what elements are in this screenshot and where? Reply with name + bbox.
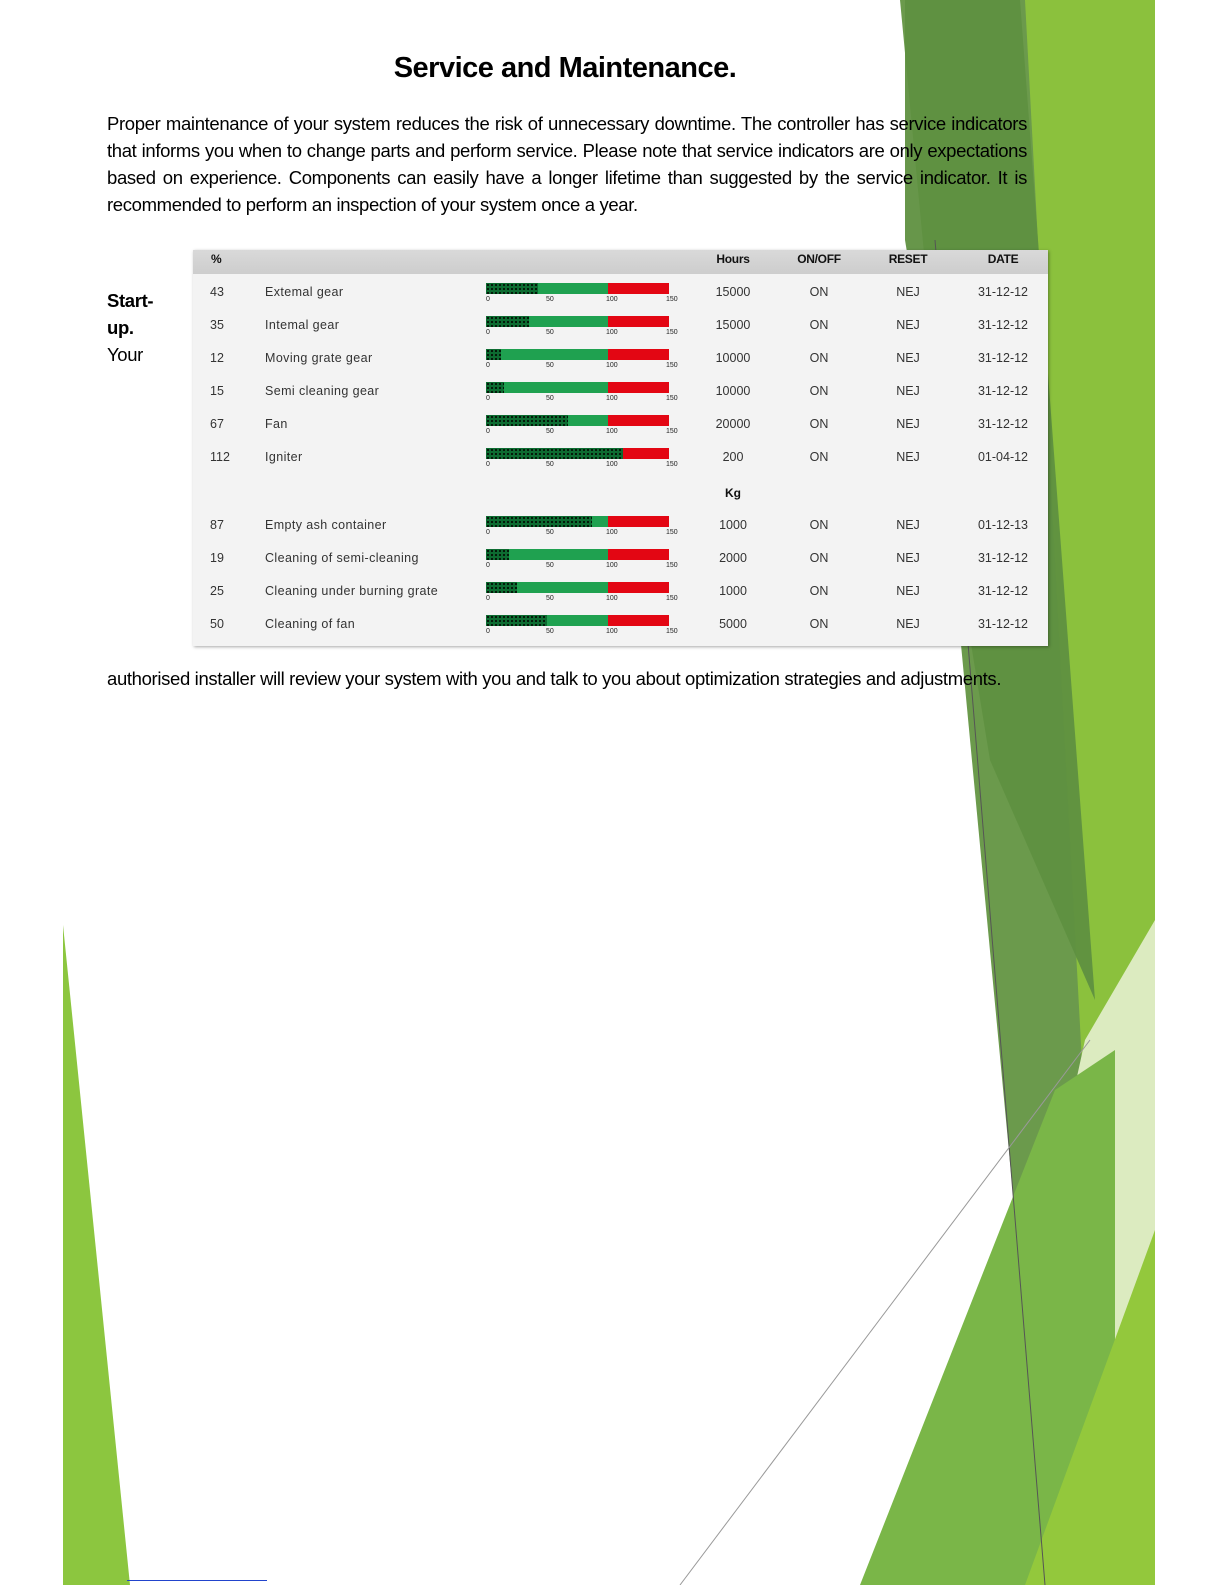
- service-progress-bar: [486, 448, 669, 459]
- bar-scale: [486, 362, 676, 372]
- scale-tick-label: 50: [546, 362, 554, 369]
- row-onoff: ON: [809, 351, 829, 365]
- row-reset: NEJ: [896, 384, 920, 398]
- scale-tick-label: 50: [546, 329, 554, 336]
- scale-tick-label: 150: [666, 529, 678, 536]
- footer-link-underline: [127, 1580, 267, 1581]
- row-onoff: ON: [809, 450, 829, 464]
- scale-tick-label: 0: [486, 395, 490, 402]
- indicator-row: [193, 376, 1048, 409]
- row-component-name: Intemal gear: [265, 318, 340, 332]
- scale-tick-label: 150: [666, 329, 678, 336]
- row-percent: 15: [210, 384, 224, 398]
- scale-tick-label: 0: [486, 296, 490, 303]
- service-progress-fill: [486, 382, 504, 393]
- bar-scale: [486, 628, 676, 638]
- scale-tick-label: 100: [606, 362, 618, 369]
- row-reset: NEJ: [896, 318, 920, 332]
- row-date: 01-04-12: [977, 450, 1029, 464]
- row-percent: 19: [210, 551, 224, 565]
- row-date: 31-12-12: [977, 417, 1029, 431]
- side-text-line-1: Start-: [107, 290, 154, 311]
- row-component-name: Cleaning of semi-cleaning: [265, 551, 419, 565]
- indicator-row: [193, 409, 1048, 442]
- bar-scale: [486, 595, 676, 605]
- row-hours: 200: [722, 450, 744, 464]
- service-progress-bar: [486, 382, 669, 393]
- indicator-row: [193, 510, 1048, 543]
- scale-tick-label: 100: [606, 329, 618, 336]
- row-percent: 12: [210, 351, 224, 365]
- header-date: DATE: [987, 252, 1019, 266]
- service-progress-fill: [486, 448, 623, 459]
- indicator-row: [193, 576, 1048, 609]
- row-hours: 10000: [715, 384, 751, 398]
- bar-scale: [486, 461, 676, 471]
- service-indicator-panel: [193, 250, 1048, 646]
- row-date: 31-12-12: [977, 617, 1029, 631]
- service-progress-fill: [486, 582, 517, 593]
- panel-header: [193, 250, 1048, 274]
- row-percent: 87: [210, 518, 224, 532]
- scale-tick-label: 0: [486, 595, 490, 602]
- scale-tick-label: 50: [546, 562, 554, 569]
- scale-tick-label: 50: [546, 296, 554, 303]
- scale-tick-label: 100: [606, 529, 618, 536]
- row-reset: NEJ: [896, 417, 920, 431]
- service-progress-fill: [486, 615, 547, 626]
- scale-tick-label: 100: [606, 628, 618, 635]
- header-hours: Hours: [716, 252, 750, 266]
- service-progress-fill: [486, 516, 592, 527]
- header-pct: %: [211, 252, 222, 266]
- row-reset: NEJ: [896, 518, 920, 532]
- row-hours: 5000: [719, 617, 747, 631]
- row-percent: 25: [210, 584, 224, 598]
- row-hours: 15000: [715, 318, 751, 332]
- row-component-name: Extemal gear: [265, 285, 344, 299]
- bar-scale: [486, 329, 676, 339]
- scale-tick-label: 50: [546, 529, 554, 536]
- kg-label: Kg: [725, 486, 741, 500]
- outro-paragraph: authorised installer will review your system with you and talk to you about optimization strategies and adjustments.: [107, 668, 1002, 689]
- scale-tick-label: 150: [666, 461, 678, 468]
- row-onoff: ON: [809, 285, 829, 299]
- scale-tick-label: 150: [666, 296, 678, 303]
- row-onoff: ON: [809, 318, 829, 332]
- row-component-name: Cleaning under burning grate: [265, 584, 439, 598]
- side-text-line-3: Your: [107, 344, 143, 365]
- row-component-name: Cleaning of fan: [265, 617, 356, 631]
- row-hours: 1000: [719, 584, 747, 598]
- scale-tick-label: 150: [666, 562, 678, 569]
- scale-tick-label: 100: [606, 296, 618, 303]
- scale-tick-label: 50: [546, 595, 554, 602]
- side-text: [107, 287, 177, 368]
- bar-scale: [486, 562, 676, 572]
- scale-tick-label: 0: [486, 529, 490, 536]
- row-hours: 15000: [715, 285, 751, 299]
- row-hours: 10000: [715, 351, 751, 365]
- bar-scale: [486, 296, 676, 306]
- scale-tick-label: 0: [486, 562, 490, 569]
- row-date: 31-12-12: [977, 584, 1029, 598]
- scale-tick-label: 0: [486, 461, 490, 468]
- row-date: 01-12-13: [977, 518, 1029, 532]
- service-progress-bar: [486, 549, 669, 560]
- scale-tick-label: 50: [546, 395, 554, 402]
- row-onoff: ON: [809, 417, 829, 431]
- bar-scale: [486, 395, 676, 405]
- row-component-name: Semi cleaning gear: [265, 384, 380, 398]
- row-onoff: ON: [809, 518, 829, 532]
- service-progress-bar: [486, 283, 669, 294]
- scale-tick-label: 150: [666, 628, 678, 635]
- service-progress-bar: [486, 415, 669, 426]
- scale-tick-label: 50: [546, 428, 554, 435]
- row-percent: 67: [210, 417, 224, 431]
- scale-tick-label: 100: [606, 595, 618, 602]
- intro-paragraph: Proper maintenance of your system reduces the risk of unnecessary downtime. The controller has service indicators that informs you when to change parts and perform service. Please note that service indicators are only expectations based on experience. Components can easily have a longer lifetime than suggested by the service indicator. It is recommended to perform an inspection of your system once a year.: [107, 113, 1027, 215]
- row-reset: NEJ: [896, 285, 920, 299]
- row-component-name: Empty ash container: [265, 518, 387, 532]
- scale-tick-label: 0: [486, 362, 490, 369]
- bar-scale: [486, 529, 676, 539]
- service-progress-fill: [486, 283, 538, 294]
- scale-tick-label: 150: [666, 395, 678, 402]
- scale-tick-label: 150: [666, 428, 678, 435]
- row-reset: NEJ: [896, 351, 920, 365]
- row-hours: 20000: [715, 417, 751, 431]
- service-progress-fill: [486, 349, 501, 360]
- scale-tick-label: 50: [546, 628, 554, 635]
- scale-tick-label: 50: [546, 461, 554, 468]
- row-onoff: ON: [809, 617, 829, 631]
- row-reset: NEJ: [896, 584, 920, 598]
- header-reset: RESET: [888, 252, 928, 266]
- row-onoff: ON: [809, 551, 829, 565]
- indicator-row: [193, 543, 1048, 576]
- row-hours: 1000: [719, 518, 747, 532]
- row-hours: 2000: [719, 551, 747, 565]
- row-reset: NEJ: [896, 551, 920, 565]
- row-date: 31-12-12: [977, 285, 1029, 299]
- header-onoff: ON/OFF: [797, 252, 841, 266]
- row-percent: 112: [210, 450, 230, 464]
- row-date: 31-12-12: [977, 384, 1029, 398]
- scale-tick-label: 0: [486, 428, 490, 435]
- row-date: 31-12-12: [977, 551, 1029, 565]
- indicator-row: [193, 343, 1048, 376]
- service-progress-bar: [486, 582, 669, 593]
- indicator-row: [193, 442, 1048, 475]
- scale-tick-label: 150: [666, 362, 678, 369]
- row-percent: 43: [210, 285, 224, 299]
- scale-tick-label: 100: [606, 562, 618, 569]
- row-component-name: Fan: [265, 417, 288, 431]
- scale-tick-label: 0: [486, 628, 490, 635]
- row-component-name: Moving grate gear: [265, 351, 373, 365]
- service-progress-fill: [486, 415, 568, 426]
- service-progress-fill: [486, 549, 509, 560]
- scale-tick-label: 100: [606, 461, 618, 468]
- service-progress-bar: [486, 316, 669, 327]
- row-onoff: ON: [809, 584, 829, 598]
- service-progress-bar: [486, 516, 669, 527]
- deco-shape-left: [63, 925, 130, 1585]
- scale-tick-label: 100: [606, 428, 618, 435]
- row-reset: NEJ: [896, 450, 920, 464]
- scale-tick-label: 100: [606, 395, 618, 402]
- indicator-row: [193, 310, 1048, 343]
- side-text-line-2: up.: [107, 317, 134, 338]
- indicator-row: [193, 277, 1048, 310]
- row-onoff: ON: [809, 384, 829, 398]
- scale-tick-label: 0: [486, 329, 490, 336]
- service-progress-fill: [486, 316, 529, 327]
- row-component-name: Igniter: [265, 450, 303, 464]
- row-date: 31-12-12: [977, 318, 1029, 332]
- bar-scale: [486, 428, 676, 438]
- scale-tick-label: 150: [666, 595, 678, 602]
- row-percent: 50: [210, 617, 224, 631]
- service-progress-bar: [486, 615, 669, 626]
- service-progress-bar: [486, 349, 669, 360]
- row-date: 31-12-12: [977, 351, 1029, 365]
- indicator-row: [193, 609, 1048, 642]
- row-reset: NEJ: [896, 617, 920, 631]
- row-percent: 35: [210, 318, 224, 332]
- page-title: Service and Maintenance.: [393, 52, 737, 84]
